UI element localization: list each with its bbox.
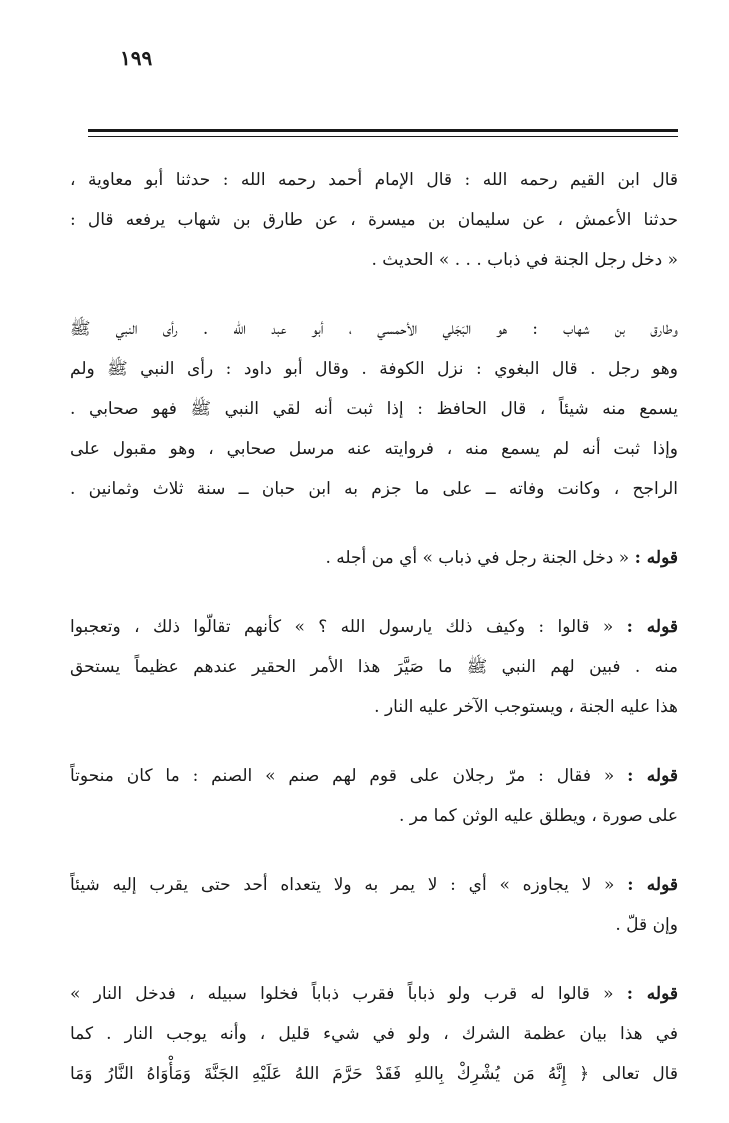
text-line: وهو رجل . قال البغوي : نزل الكوفة . وقال أبو داود : رأى النبي ﷺ ولم xyxy=(70,359,678,379)
header-rule-thin xyxy=(88,136,678,137)
qawluhu-label: قوله : xyxy=(626,617,678,637)
text-line: يسمع منه شيئاً ، قال الحافظ : إذا ثبت أنه لقي النبي ﷺ فهو صحابي . xyxy=(70,399,678,419)
qawluhu-label: قوله : xyxy=(627,875,678,895)
paragraph-commentary xyxy=(70,865,678,945)
text-line xyxy=(70,538,678,578)
text-line: حدثنا الأعمش ، عن سليمان بن ميسرة ، عن طارق بن شهاب يرفعه قال : xyxy=(70,210,678,230)
line-text: « قالوا : وكيف ذلك يارسول الله ؟ » كأنهم تقالّوا ذلك ، وتعجبوا xyxy=(70,617,614,637)
paragraph-commentary xyxy=(70,974,678,1094)
paragraph-commentary xyxy=(70,756,678,836)
line-text: « فقال : مرّ رجلان على قوم لهم صنم » الصنم : ما كان منحوتاً xyxy=(70,766,615,786)
page-body xyxy=(70,160,678,1123)
text-line: في هذا بيان عظمة الشرك ، ولو في شيء قليل ، وأنه يوجب النار . كما xyxy=(70,1024,678,1044)
line-text: « قالوا له قرب ولو ذباباً فقرب ذباباً فخلوا سبيله ، فدخل النار » xyxy=(70,984,614,1004)
page-number: ١٩٩ xyxy=(120,46,153,70)
text-line: وإذا ثبت أنه لم يسمع منه ، فروايته عنه مرسل صحابي ، وهو مقبول على xyxy=(70,439,678,459)
header-rule-thick xyxy=(88,129,678,132)
text-line: وطارق بن شهاب : هو البَجَلي الأحمسي ، أبو عبد الله . رأى النبي ﷺ xyxy=(70,319,678,339)
paragraph-commentary xyxy=(70,538,678,578)
text-line: قال ابن القيم رحمه الله : قال الإمام أحمد رحمه الله : حدثنا أبو معاوية ، xyxy=(70,170,678,190)
paragraph-tariq-bio xyxy=(70,309,678,509)
paragraph-commentary xyxy=(70,607,678,727)
line-text: « لا يجاوزه » أي : لا يمر به ولا يتعداه أحد حتى يقرب إليه شيئاً xyxy=(70,875,615,895)
line-text: « دخل الجنة رجل في ذباب » أي من أجله . xyxy=(325,548,630,568)
text-line xyxy=(70,865,678,905)
text-line: « دخل رجل الجنة في ذباب . . . » الحديث . xyxy=(371,250,678,270)
text-line: هذا عليه الجنة ، ويستوجب الآخر عليه النار . xyxy=(374,697,678,717)
text-line xyxy=(70,974,678,1014)
paragraph-ibn-qayyim xyxy=(70,160,678,280)
text-line: وإن قلّ . xyxy=(615,915,678,935)
text-line xyxy=(70,756,678,796)
text-line: قال تعالى ﴿ إِنَّهُ مَن يُشْرِكْ بِاللهِ فَقَدْ حَرَّمَ اللهُ عَلَيْهِ الجَنَّةَ وَمَأْوَاهُ النَّارُ وَمَا xyxy=(70,1064,678,1084)
text-line: الراجح ، وكانت وفاته ــ على ما جزم به ابن حبان ــ سنة ثلاث وثمانين . xyxy=(70,479,678,499)
qawluhu-label: قوله : xyxy=(634,548,678,568)
qawluhu-label: قوله : xyxy=(627,766,678,786)
text-line: منه . فبين لهم النبي ﷺ ما صَيَّرَ هذا الأمر الحقير عندهم عظيماً يستحق xyxy=(70,657,678,677)
qawluhu-label: قوله : xyxy=(626,984,678,1004)
text-line xyxy=(70,607,678,647)
text-line: على صورة ، ويطلق عليه الوثن كما مر . xyxy=(398,806,678,826)
